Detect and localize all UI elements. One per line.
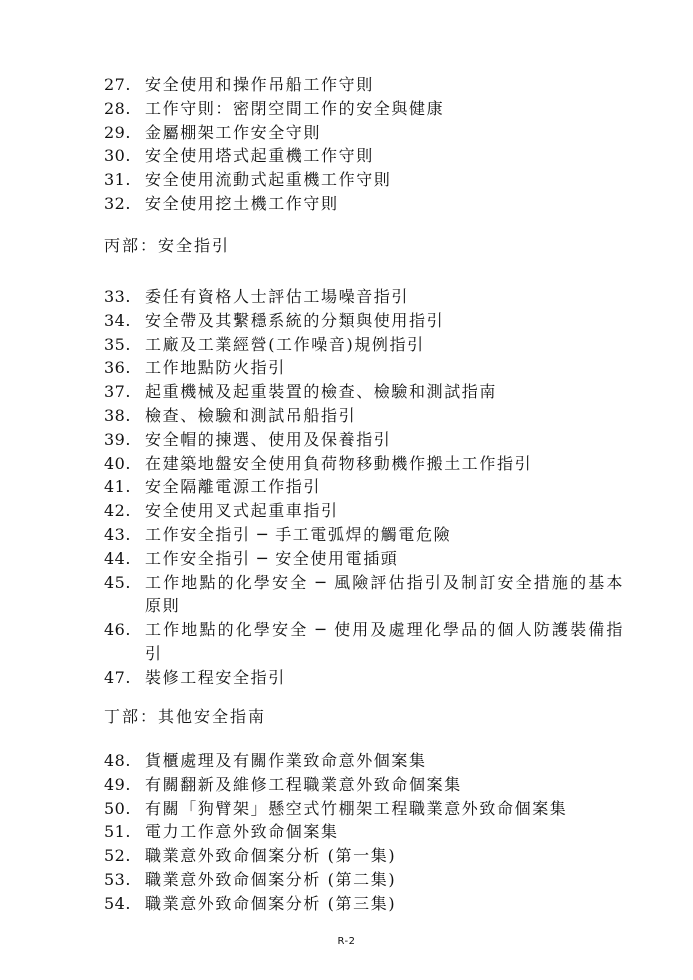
list-item <box>104 749 624 773</box>
list-item <box>104 192 624 216</box>
item-text: 安全使用和操作吊船工作守則 <box>145 75 374 94</box>
list-item <box>104 285 624 309</box>
item-text: 在建築地盤安全使用負荷物移動機作搬土工作指引 <box>145 453 533 473</box>
item-text: 金屬棚架工作安全守則 <box>145 122 322 142</box>
item-text: 有關「狗臂架」懸空式竹棚架工程職業意外致命個案集 <box>145 798 568 818</box>
list-item <box>104 820 624 844</box>
item-text: 工作守則：密閉空間工作的安全與健康 <box>145 98 445 118</box>
list-item <box>104 121 624 145</box>
item-number: 29. <box>104 122 131 142</box>
item-number: 32. <box>104 193 131 213</box>
list-item <box>104 868 624 892</box>
list-item <box>104 380 624 404</box>
item-text: 工作地點的化學安全 ─ 使用及處理化學品的個人防護裝備指引 <box>145 620 624 663</box>
item-text: 安全隔離電源工作指引 <box>145 477 322 497</box>
section-c-list <box>104 285 624 690</box>
item-number: 41. <box>104 477 131 497</box>
item-number: 49. <box>104 774 131 794</box>
list-item <box>104 844 624 868</box>
item-text: 起重機械及起重裝置的檢查、檢驗和測試指南 <box>145 382 498 402</box>
item-text: 安全使用流動式起重機工作守則 <box>145 170 392 190</box>
item-text: 有關翻新及維修工程職業意外致命個案集 <box>145 774 462 794</box>
item-text: 職業意外致命個案分析 (第三集) <box>145 893 397 913</box>
item-text: 工作地點的化學安全 ─ 風險評估指引及制訂安全措施的基本原則 <box>145 572 624 616</box>
list-item <box>104 547 624 571</box>
item-number: 43. <box>104 524 131 544</box>
page-number: R-2 <box>337 936 356 947</box>
item-text: 委任有資格人士評估工場噪音指引 <box>145 287 410 306</box>
item-number: 27. <box>104 75 131 94</box>
item-text: 安全使用挖土機工作守則 <box>145 193 339 213</box>
item-number: 28. <box>104 98 131 118</box>
item-number: 40. <box>104 453 131 473</box>
item-number: 51. <box>104 822 131 842</box>
item-number: 36. <box>104 358 131 378</box>
item-text: 工廠及工業經營(工作噪音)規例指引 <box>145 334 425 354</box>
item-number: 35. <box>104 334 131 354</box>
item-text: 職業意外致命個案分析 (第一集) <box>145 846 397 866</box>
item-text: 安全使用塔式起重機工作守則 <box>145 146 374 166</box>
item-text: 工作安全指引 ─ 手工電弧焊的觸電危險 <box>145 524 452 544</box>
item-text: 檢查、檢驗和測試吊船指引 <box>145 405 357 425</box>
list-item <box>104 144 624 168</box>
section-b-list <box>104 73 624 216</box>
list-item <box>104 428 624 452</box>
list-item <box>104 356 624 380</box>
list-item <box>104 773 624 797</box>
list-item <box>104 618 624 666</box>
item-number: 34. <box>104 310 131 330</box>
item-number: 53. <box>104 869 131 889</box>
item-text: 安全帶及其繫穩系統的分類與使用指引 <box>145 310 445 330</box>
item-text: 職業意外致命個案分析 (第二集) <box>145 869 397 889</box>
list-item <box>104 892 624 916</box>
item-text: 安全帽的揀選、使用及保養指引 <box>145 429 392 449</box>
item-number: 33. <box>104 287 131 306</box>
section-d-heading: 丁部：其他安全指南 <box>104 707 267 726</box>
item-number: 50. <box>104 798 131 818</box>
item-number: 54. <box>104 893 131 913</box>
item-number: 44. <box>104 548 131 568</box>
item-number: 47. <box>104 667 131 687</box>
list-item <box>104 666 624 690</box>
list-item <box>104 797 624 821</box>
item-number: 48. <box>104 751 131 770</box>
list-item <box>104 523 624 547</box>
item-number: 37. <box>104 382 131 402</box>
list-item <box>104 97 624 121</box>
list-item <box>104 73 624 97</box>
list-item <box>104 333 624 357</box>
item-number: 30. <box>104 146 131 166</box>
list-item <box>104 168 624 192</box>
item-text: 貨櫃處理及有關作業致命意外個案集 <box>145 751 427 770</box>
item-number: 42. <box>104 501 131 521</box>
item-text: 工作安全指引 ─ 安全使用電插頭 <box>145 548 399 568</box>
list-item <box>104 475 624 499</box>
item-text: 安全使用叉式起重車指引 <box>145 501 339 521</box>
item-number: 38. <box>104 405 131 425</box>
item-number: 52. <box>104 846 131 866</box>
item-text: 工作地點防火指引 <box>145 358 286 378</box>
section-c-heading: 丙部：安全指引 <box>104 236 231 255</box>
list-item <box>104 404 624 428</box>
list-item <box>104 309 624 333</box>
item-number: 31. <box>104 170 131 190</box>
list-item <box>104 499 624 523</box>
item-number: 39. <box>104 429 131 449</box>
list-item <box>104 452 624 476</box>
item-number: 46. <box>104 620 131 640</box>
section-d-list <box>104 749 624 916</box>
list-item <box>104 571 624 619</box>
item-text: 電力工作意外致命個案集 <box>145 822 339 842</box>
item-text: 裝修工程安全指引 <box>145 667 286 687</box>
item-number: 45. <box>104 572 131 592</box>
